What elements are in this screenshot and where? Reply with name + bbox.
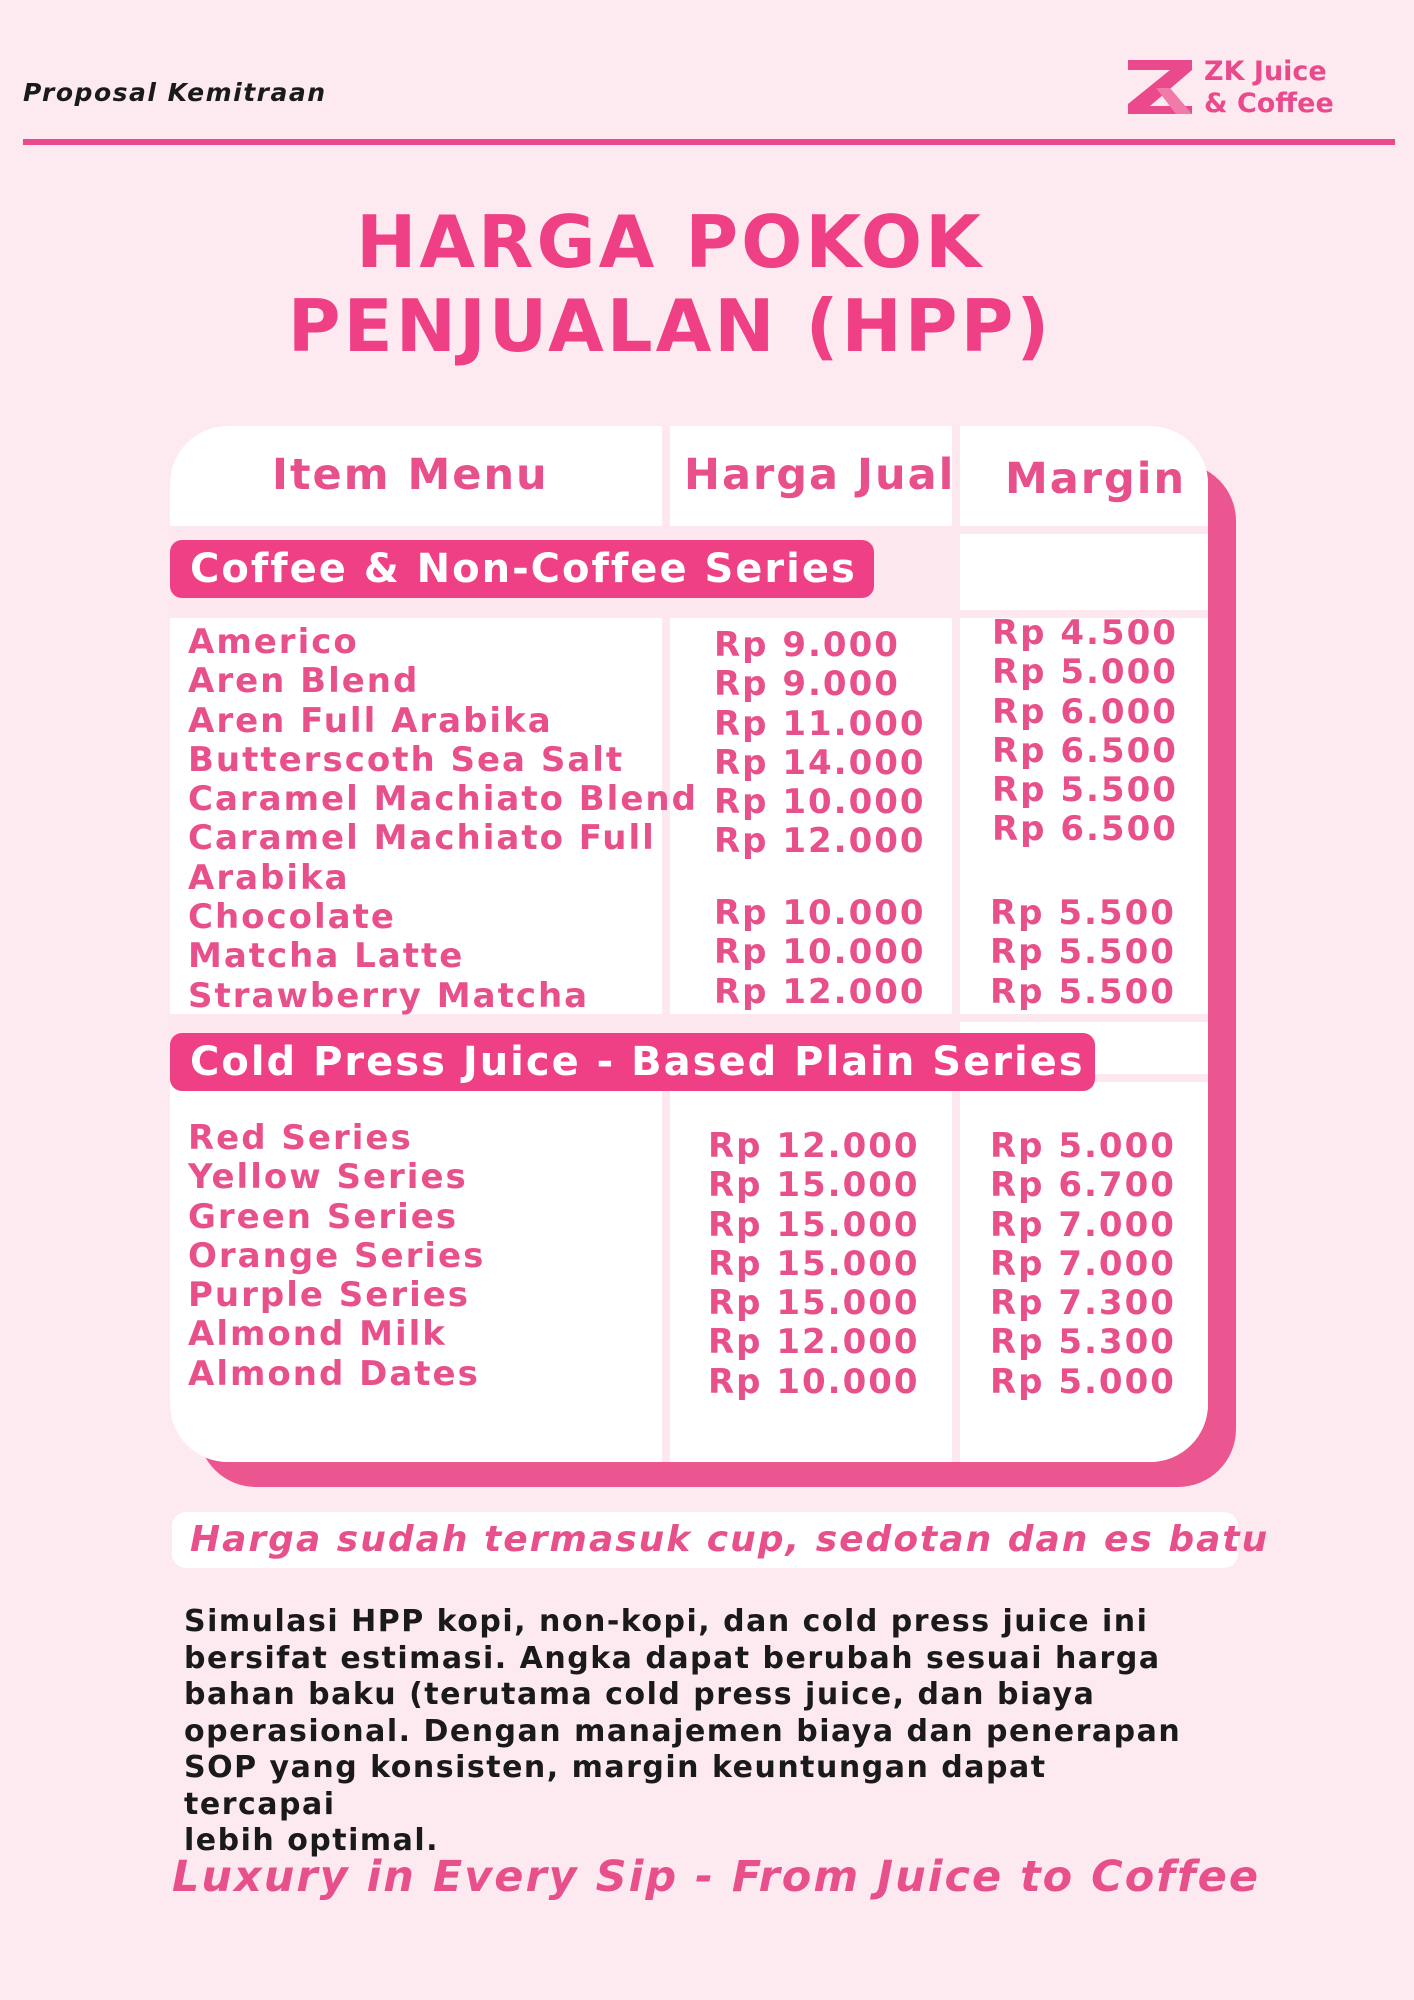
list-item: Aren Full Arabika <box>188 700 553 741</box>
section1-margin-cell <box>960 534 1208 610</box>
list-item: Caramel Machiato Full <box>188 818 656 859</box>
tagline: Luxury in Every Sip - From Juice to Coffee <box>172 1852 1260 1902</box>
list-item: Strawberry Matcha <box>188 975 590 1016</box>
juice-margin-list <box>990 1127 1176 1402</box>
price-value: Rp 9.000 <box>714 664 900 705</box>
price-value: Rp 12.000 <box>714 971 926 1012</box>
brand-logo <box>1126 54 1346 120</box>
coffee-price-list-b <box>714 894 926 1012</box>
juice-item-list <box>188 1119 485 1394</box>
brand-name-line1: ZK Juice <box>1204 56 1327 87</box>
list-item: Matcha Latte <box>188 936 465 977</box>
column-header-item: Item Menu <box>272 450 549 500</box>
margin-value: Rp 7.000 <box>990 1243 1176 1284</box>
price-value: Rp 12.000 <box>708 1322 920 1363</box>
paragraph-line: SOP yang konsisten, margin keuntungan dapat tercapai <box>184 1750 1047 1822</box>
page-title <box>0 200 1340 368</box>
list-item: Orange Series <box>188 1235 486 1276</box>
margin-value: Rp 5.000 <box>992 652 1178 693</box>
price-value: Rp 14.000 <box>714 742 926 783</box>
coffee-margin-list-b <box>990 894 1176 1012</box>
page-title-line1: HARGA POKOK <box>356 200 984 284</box>
list-item: Americo <box>188 622 359 662</box>
column-header-price: Harga Jual <box>684 450 956 500</box>
list-item: Yellow Series <box>188 1157 468 1198</box>
paragraph-line: bersifat estimasi. Angka dapat berubah sesuai harga <box>184 1640 1161 1676</box>
margin-value: Rp 5.000 <box>990 1361 1176 1402</box>
header-label: Proposal Kemitraan <box>23 78 327 107</box>
list-item: Butterscoth Sea Salt <box>188 739 625 780</box>
price-value: Rp 12.000 <box>714 821 926 862</box>
page-title-line2: PENJUALAN (HPP) <box>287 284 1053 368</box>
price-value: Rp 10.000 <box>714 893 926 933</box>
list-item: Chocolate <box>188 897 396 938</box>
price-note: Harga sudah termasuk cup, sedotan dan es batu <box>190 1519 1270 1560</box>
list-item: Red Series <box>188 1118 413 1158</box>
section-coffee-title: Coffee & Non-Coffee Series <box>170 540 874 598</box>
margin-value: Rp 6.500 <box>992 730 1178 771</box>
section-juice-title: Cold Press Juice - Based Plain Series <box>170 1033 1095 1091</box>
list-item: Purple Series <box>188 1275 471 1316</box>
header-divider <box>23 139 1395 145</box>
coffee-item-list <box>188 623 698 1016</box>
list-item: Arabika <box>188 857 350 898</box>
coffee-price-list-a <box>714 626 926 862</box>
margin-value: Rp 6.000 <box>992 691 1178 732</box>
coffee-margin-list-a <box>992 614 1178 850</box>
margin-value: Rp 7.000 <box>990 1204 1176 1245</box>
margin-value: Rp 5.500 <box>992 770 1178 811</box>
margin-value: Rp 5.500 <box>990 971 1176 1012</box>
brand-name <box>1204 56 1334 120</box>
list-item: Green Series <box>188 1196 459 1237</box>
price-value: Rp 15.000 <box>708 1283 920 1324</box>
list-item: Aren Blend <box>188 661 420 702</box>
list-item: Almond Milk <box>188 1314 447 1355</box>
price-value: Rp 15.000 <box>708 1243 920 1284</box>
price-value: Rp 12.000 <box>708 1126 920 1166</box>
margin-value: Rp 6.500 <box>992 809 1178 850</box>
price-value: Rp 15.000 <box>708 1165 920 1206</box>
margin-value: Rp 5.500 <box>990 893 1176 933</box>
margin-value: Rp 4.500 <box>992 613 1178 653</box>
price-value: Rp 15.000 <box>708 1204 920 1245</box>
margin-value: Rp 7.300 <box>990 1283 1176 1324</box>
paragraph-line: bahan baku (terutama cold press juice, dan biaya <box>184 1677 1096 1712</box>
price-value: Rp 9.000 <box>714 625 900 665</box>
paragraph-line: Simulasi HPP kopi, non-kopi, dan cold press juice ini <box>184 1604 1149 1639</box>
column-header-margin: Margin <box>1005 454 1187 504</box>
price-value: Rp 11.000 <box>714 703 926 744</box>
paragraph-line: operasional. Dengan manajemen biaya dan penerapan <box>184 1713 1182 1749</box>
disclaimer-paragraph <box>184 1604 1204 1860</box>
paragraph-line: lebih optimal. <box>184 1823 440 1858</box>
brand-name-line2: & Coffee <box>1204 88 1334 119</box>
margin-value: Rp 5.000 <box>990 1126 1176 1166</box>
price-value: Rp 10.000 <box>714 782 926 823</box>
margin-value: Rp 6.700 <box>990 1165 1176 1206</box>
margin-value: Rp 5.300 <box>990 1322 1176 1363</box>
margin-value: Rp 5.500 <box>990 932 1176 973</box>
price-value: Rp 10.000 <box>714 932 926 973</box>
zk-logo-mark-icon <box>1126 58 1194 116</box>
list-item: Almond Dates <box>188 1353 480 1394</box>
list-item: Caramel Machiato Blend <box>188 779 698 820</box>
price-value: Rp 10.000 <box>708 1361 920 1402</box>
juice-price-list <box>708 1127 920 1402</box>
